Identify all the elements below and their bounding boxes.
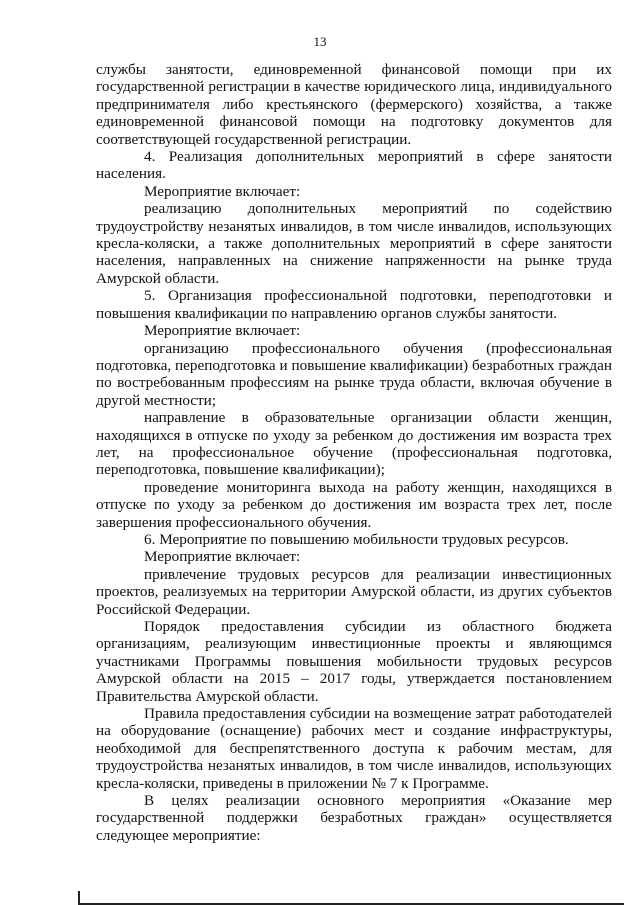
paragraph-section-5-heading: 5. Организация профессиональной подготовки, переподготовки и повышения квалификации по направлению органов службы занятости. — [96, 287, 612, 322]
document-body — [96, 61, 612, 844]
paragraph-subsidy-rules: Правила предоставления субсидии на возмещение затрат работодателей на оборудование (оснащение) рабочих мест и создание инфраструктуры, необходимой для беспрепятственного доступа к рабочим местам, для трудоустройства незанятых инвалидов, в том числе инвалидов, использующих кресла-коляски, приведены в приложении № 7 к Программе. — [96, 705, 612, 792]
paragraph-item: направление в образовательные организации области женщин, находящихся в отпуске по уходу за ребенком до достижения им возраста трех лет, на профессиональное обучение (профессиональная подготовка, переподготовка, повышение квалификации); — [96, 409, 612, 479]
paragraph-includes: Мероприятие включает: — [144, 182, 301, 200]
paragraph-includes: Мероприятие включает: — [144, 548, 301, 566]
paragraph-includes: Мероприятие включает: — [144, 322, 301, 340]
scan-border-left — [78, 891, 80, 905]
paragraph-item: проведение мониторинга выхода на работу женщин, находящихся в отпуске по уходу за ребенком до достижения им возраста трех лет, после завершения профессионального обучения. — [96, 478, 612, 531]
paragraph-item: организацию профессионального обучения (профессиональная подготовка, переподготовка и повышение квалификации) безработных граждан по востребованным профессиям на рынке труда области, включая обучение в другой местности; — [96, 339, 612, 409]
paragraph-item: реализацию дополнительных мероприятий по содействию трудоустройству незанятых инвалидов, в том числе инвалидов, использующих кресла-коляски, а также дополнительных мероприятий в сфере занятости населения, направленных на снижение напряженности на рынке труда Амурской области. — [96, 200, 612, 287]
paragraph-section-6-heading: 6. Мероприятие по повышению мобильности трудовых ресурсов. — [144, 530, 569, 548]
page-number: 13 — [313, 34, 327, 49]
paragraph-item: привлечение трудовых ресурсов для реализации инвестиционных проектов, реализуемых на территории Амурской области, из других субъектов Российской Федерации. — [96, 565, 612, 618]
paragraph-section-4-heading: 4. Реализация дополнительных мероприятий в сфере занятости населения. — [96, 148, 612, 183]
paragraph-subsidy-procedure: Порядок предоставления субсидии из областного бюджета организациям, реализующим инвестиционные проекты и являющимся участниками Программы повышения мобильности трудовых ресурсов Амурской области на 2015 – 2017 годы, утверждается постановлением Правительства Амурской области. — [96, 618, 612, 705]
paragraph-continuation: службы занятости, единовременной финансовой помощи при их государственной регистрации в качестве юридического лица, индивидуального предпринимателя либо крестьянского (фермерского) хозяйства, а также единовременной финансовой помощи на подготовку документов для соответствующей государственной регистрации. — [96, 61, 612, 148]
paragraph-main-activity: В целях реализации основного мероприятия «Оказание мер государственной поддержки безработных граждан» осуществляется следующее мероприятие: — [96, 792, 612, 844]
